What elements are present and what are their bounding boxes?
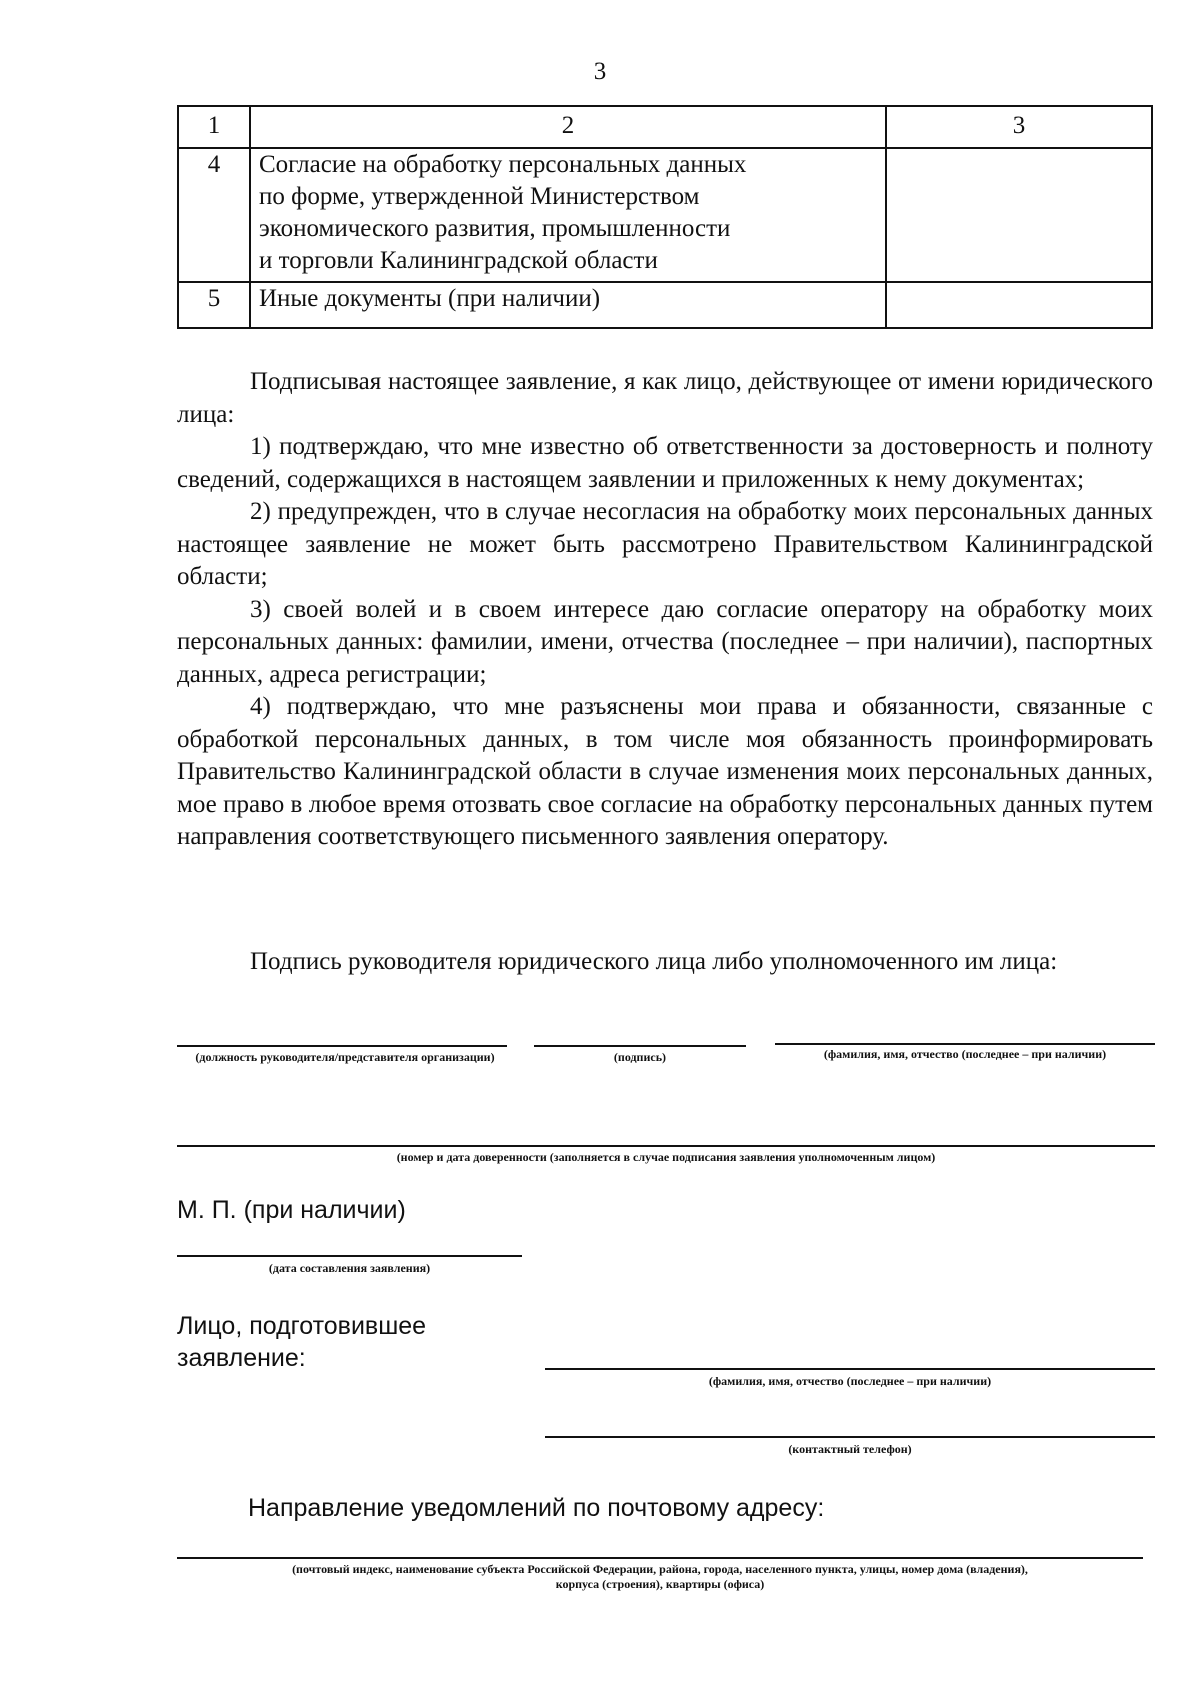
table-header-cell: 2	[250, 106, 886, 148]
row-text: Согласие на обработку персональных данных по форме, утвержденной Министерством экономического развития, промышленности и торговли Калининградской области	[259, 151, 747, 274]
row-text: Иные документы (при наличии)	[250, 282, 886, 328]
date-caption: (дата составления заявления)	[268, 1261, 431, 1275]
table-header-row	[178, 106, 1152, 148]
address-caption: (почтовый индекс, наименование субъекта Российской Федерации, района, города, населенного пункта, улицы, номер дома (владения), корпуса (строения), квартиры (офиса)	[292, 1562, 1028, 1591]
table-row	[178, 282, 1152, 328]
phone-line[interactable]	[545, 1436, 1155, 1438]
signature-caption: (подпись)	[613, 1050, 667, 1064]
signature-line[interactable]	[534, 1045, 746, 1047]
row-number: 5	[178, 282, 250, 328]
phone-caption: (контактный телефон)	[788, 1442, 912, 1456]
page-number: 3	[593, 58, 607, 85]
preparer-name-line[interactable]	[545, 1368, 1155, 1370]
name-line[interactable]	[775, 1043, 1155, 1045]
preparer-name-caption: (фамилия, имя, отчество (последнее – при наличии)	[708, 1374, 992, 1388]
date-line[interactable]	[177, 1255, 522, 1257]
consent-item-2: 2) предупрежден, что в случае несогласия на обработку моих персональных данных настоящее заявление не может быть рассмотрено Правительством Калининградской области;	[177, 498, 1153, 590]
stamp-label: М. П. (при наличии)	[177, 1196, 406, 1224]
power-of-attorney-line[interactable]	[177, 1145, 1155, 1147]
row-number: 4	[178, 148, 250, 282]
table-header-cell: 3	[886, 106, 1152, 148]
table-header-cell: 1	[178, 106, 250, 148]
address-heading: Направление уведомлений по почтовому адресу:	[248, 1494, 825, 1522]
row-value	[886, 282, 1152, 328]
power-of-attorney-caption: (номер и дата доверенности (заполняется в случае подписания заявления уполномоченным лицом)	[396, 1150, 936, 1164]
consent-intro: Подписывая настоящее заявление, я как лицо, действующее от имени юридического лица:	[177, 368, 1153, 428]
position-line[interactable]	[177, 1045, 507, 1047]
name-caption: (фамилия, имя, отчество (последнее – при наличии)	[823, 1047, 1107, 1061]
consent-text	[177, 366, 1153, 854]
consent-item-1: 1) подтверждаю, что мне известно об ответственности за достоверность и полноту сведений, содержащихся в настоящем заявлении и приложенных к нему документах;	[177, 433, 1153, 493]
documents-table	[177, 105, 1153, 329]
consent-item-4: 4) подтверждаю, что мне разъяснены мои права и обязанности, связанные с обработкой персональных данных, в том числе моя обязанность проинформировать Правительство Калининградской области в случае изменения моих персональных данных, мое право в любое время отозвать свое согласие на обработку персональных данных путем направления соответствующего письменного заявления оператору.	[177, 693, 1153, 850]
address-line[interactable]	[177, 1557, 1143, 1559]
row-value	[886, 148, 1152, 282]
position-caption: (должность руководителя/представителя организации)	[195, 1050, 495, 1064]
signature-heading: Подпись руководителя юридического лица либо уполномоченного им лица:	[250, 948, 1058, 975]
table-row	[178, 148, 1152, 282]
preparer-label: Лицо, подготовившее заявление:	[177, 1312, 427, 1372]
consent-item-3: 3) своей волей и в своем интересе даю согласие оператору на обработку моих персональных данных: фамилии, имени, отчества (последнее – при наличии), паспортных данных, адреса регистрации;	[177, 595, 1153, 688]
